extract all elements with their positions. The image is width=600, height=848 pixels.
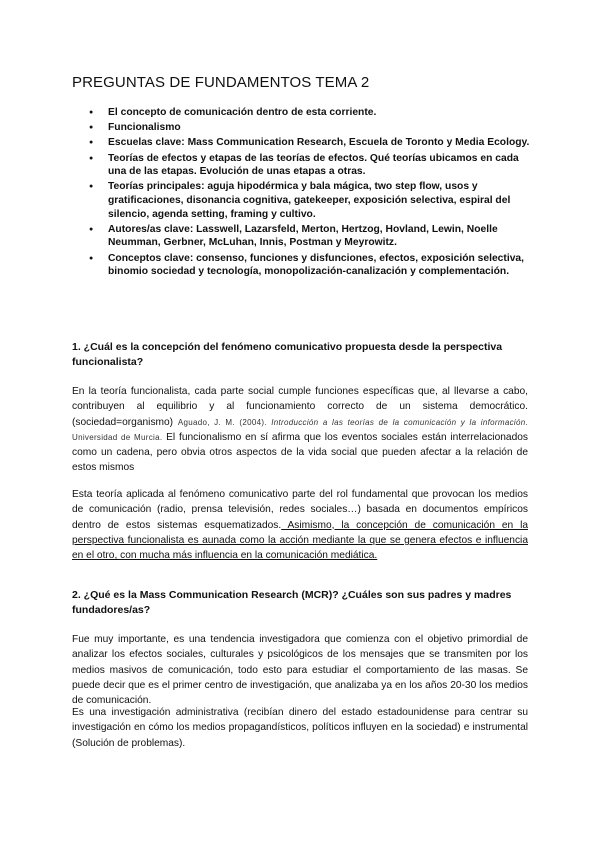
question-2-paragraph-1: Fue muy importante, es una tendencia investigadora que comienza con el objetivo primordial de analizar los efectos sociales, culturales y psicológicos de los mensajes que se transmiten por los medios masivos de comunicación, todo esto para estudiar el comportamiento de las masas. Se puede decir que es el primer centro de investigación, que analizaba ya en los años 20-30 los medios de comunicación. xyxy=(72,634,528,707)
citation-author: Aguado, J. M. (2004). xyxy=(177,417,272,427)
list-item: ● Teorías principales: aguja hipodérmica y bala mágica, two step flow, usos y gratificaciones, disonancia cognitiva, gatekeeper, exposición selectiva, espiral del silencio, agenda setting, framing y cultivo. xyxy=(72,180,532,221)
paragraph-text: El funcionalismo en sí afirma que los eventos sociales están interrelacionados como un cadena, pero obvia otros aspectos de la vida social que pueden afectar a la relación de estos mismos xyxy=(72,431,528,474)
list-item: ● El concepto de comunicación dentro de esta corriente. xyxy=(72,106,532,120)
list-item: ● Conceptos clave: consenso, funciones y disfunciones, efectos, exposición selectiva, binomio sociedad y tecnología, monopolización-canalización y complementación. xyxy=(72,252,532,279)
list-item: ● Teorías de efectos y etapas de las teorías de efectos. Qué teorías ubicamos en cada una de las etapas. Evolución de unas etapas a otras. xyxy=(72,152,532,179)
question-2-heading: 2. ¿Qué es la Mass Communication Research (MCR)? ¿Cuáles son sus padres y madres fundadores/as? xyxy=(72,589,512,616)
document-title: PREGUNTAS DE FUNDAMENTOS TEMA 2 xyxy=(72,74,370,91)
list-item: ● Autores/as clave: Lasswell, Lazarsfeld, Merton, Hertzog, Hovland, Lewin, Noelle Neumman, Gerbner, McLuhan, Innis, Postman y Meyrowitz. xyxy=(72,223,532,250)
paragraph-text: En la teoría funcionalista, cada parte social cumple funciones específicas que, al llevarse a cabo, contribuyen al equilibrio y al funcionamiento correcto de un sistema democrático. (sociedad=organismo) xyxy=(72,386,528,428)
question-1-paragraph-2 xyxy=(72,487,528,563)
list-item: ● Escuelas clave: Mass Communication Research, Escuela de Toronto y Media Ecology. xyxy=(72,136,532,150)
citation-title: Introducción a las teorías de la comunicación y la información xyxy=(271,417,526,427)
paragraph-text: Esta teoría aplicada al fenómeno comunicativo parte del rol fundamental que provocan los medios de comunicación (radio, prensa televisión, redes sociales…) basada en documentos empíricos dentro de estos sistemas esquematizados. xyxy=(72,489,528,531)
question-1-paragraph-1 xyxy=(72,384,528,476)
question-2-paragraph-2: Es una investigación administrativa (recibían dinero del estado estadounidense para centrar su investigación en cómo los medios propagandísticos, políticos influyen en la sociedad) e instrumental (Solución de problemas). xyxy=(72,707,528,749)
topics-list xyxy=(72,106,532,280)
citation-publisher: . Universidad de Murcia. xyxy=(72,417,528,442)
underlined-text: Asimismo, la concepción de comunicación en la perspectiva funcionalista es aunada como la acción mediante la que se genera efectos e influencia en el otro, con mucha más influencia en la comunicación mediática. xyxy=(72,519,528,562)
list-item: ● Funcionalismo xyxy=(72,121,532,135)
question-1-heading: 1. ¿Cuál es la concepción del fenómeno comunicativo propuesta desde la perspectiva funcionalista? xyxy=(72,341,503,368)
